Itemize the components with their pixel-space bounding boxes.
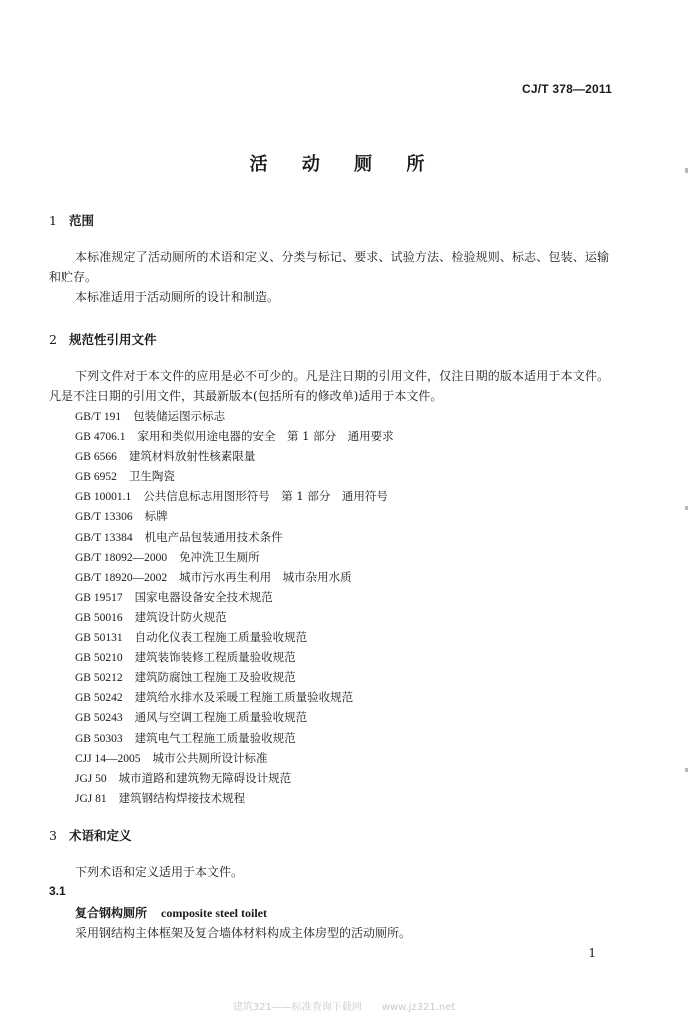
reference-item <box>75 627 394 647</box>
reference-name: 建筑设计防火规范 <box>134 609 227 624</box>
reference-code: GB 19517 <box>75 591 123 604</box>
reference-item <box>75 667 394 687</box>
reference-item <box>75 748 394 768</box>
reference-name: 建筑装饰装修工程质量验收规范 <box>134 650 296 665</box>
reference-item <box>75 647 394 667</box>
section-title: 术语和定义 <box>69 828 132 843</box>
reference-code: GB 50131 <box>75 632 123 645</box>
section-title: 范围 <box>69 213 95 228</box>
reference-name: 自动化仪表工程施工质量验收规范 <box>134 630 308 645</box>
footer-watermark: 建筑321——标准查询下载网 www.jz321.net <box>232 1002 456 1013</box>
reference-name: 国家电器设备安全技术规范 <box>134 589 273 604</box>
reference-item <box>75 567 394 587</box>
reference-name: 城市公共厕所设计标准 <box>152 750 268 765</box>
reference-name: 免冲洗卫生厕所 <box>179 549 260 564</box>
reference-code: GB 50303 <box>75 732 123 745</box>
reference-code: GB 4706.1 <box>75 431 126 444</box>
term-chinese: 复合钢构厕所 <box>75 906 148 920</box>
standard-code: CJ/T 378—2011 <box>522 82 612 96</box>
term-number: 3.1 <box>49 884 66 898</box>
reference-name: 建筑材料放射性核素限量 <box>128 449 256 464</box>
reference-code: GB 10001.1 <box>75 491 132 504</box>
reference-name: 包装储运图示标志 <box>133 409 226 423</box>
reference-item <box>75 587 394 607</box>
reference-name: 公共信息标志用图形符号 第 1 部分 通用符号 <box>143 489 388 504</box>
reference-code: GB 6952 <box>75 471 117 484</box>
reference-item <box>75 607 394 627</box>
section-1-paragraph-1: 本标准规定了活动厕所的术语和定义、分类与标记、要求、试验方法、检验规则、标志、包装、运输和贮存。 <box>49 250 609 284</box>
reference-item <box>75 426 394 446</box>
reference-code: GB/T 13384 <box>75 531 133 544</box>
term-heading <box>75 904 267 921</box>
reference-code: GB 50212 <box>75 672 123 685</box>
section-number: 3 <box>49 828 57 843</box>
reference-name: 机电产品包装通用技术条件 <box>144 529 283 544</box>
reference-name: 建筑钢结构焊接技术规程 <box>118 790 246 805</box>
reference-item <box>75 687 394 707</box>
reference-code: CJJ 14—2005 <box>75 752 141 765</box>
reference-name: 家用和类似用途电器的安全 第 1 部分 通用要求 <box>137 429 394 444</box>
section-3-heading <box>49 826 132 844</box>
section-number: 1 <box>49 213 57 228</box>
reference-name: 卫生陶瓷 <box>128 469 175 484</box>
reference-code: JGJ 81 <box>75 792 107 805</box>
term-english: composite steel toilet <box>161 906 267 920</box>
reference-code: GB 50210 <box>75 652 123 665</box>
reference-code: GB 6566 <box>75 451 117 464</box>
reference-code: GB/T 191 <box>75 411 122 423</box>
reference-name: 通风与空调工程施工质量验收规范 <box>134 710 308 725</box>
reference-item <box>75 547 394 567</box>
section-3-paragraph-1: 下列术语和定义适用于本文件。 <box>75 865 244 879</box>
reference-name: 标牌 <box>144 509 168 524</box>
reference-code: GB/T 18092—2000 <box>75 551 168 564</box>
reference-item <box>75 506 394 526</box>
section-1-paragraph-2: 本标准适用于活动厕所的设计和制造。 <box>75 290 280 304</box>
reference-item <box>75 707 394 727</box>
section-1-heading <box>49 211 94 229</box>
reference-item <box>75 466 394 486</box>
page-number: 1 <box>588 946 596 960</box>
reference-code: JGJ 50 <box>75 772 107 785</box>
reference-code: GB/T 18920—2002 <box>75 571 168 584</box>
reference-list <box>75 406 394 808</box>
reference-item <box>75 527 394 547</box>
term-definition: 采用钢结构主体框架及复合墙体材料构成主体房型的活动厕所。 <box>75 926 412 940</box>
reference-name: 建筑电气工程施工质量验收规范 <box>134 730 296 745</box>
reference-item <box>75 768 394 788</box>
reference-name: 建筑给水排水及采暖工程施工质量验收规范 <box>134 690 354 705</box>
reference-code: GB 50016 <box>75 611 123 624</box>
reference-item <box>75 486 394 506</box>
reference-item <box>75 728 394 748</box>
reference-code: GB 50242 <box>75 692 123 705</box>
section-2-paragraph-1: 下列文件对于本文件的应用是必不可少的。凡是注日期的引用文件，仅注日期的版本适用于本文件。凡是不注日期的引用文件，其最新版本(包括所有的修改单)适用于本文件。 <box>49 369 609 403</box>
reference-code: GB 50243 <box>75 712 123 725</box>
reference-item <box>75 406 394 426</box>
section-2-heading <box>49 330 157 348</box>
section-number: 2 <box>49 332 57 347</box>
document-title: 活 动 厕 所 <box>249 154 439 175</box>
reference-code: GB/T 13306 <box>75 511 133 524</box>
reference-name: 城市污水再生利用 城市杂用水质 <box>179 569 352 584</box>
section-title: 规范性引用文件 <box>69 332 157 347</box>
reference-item <box>75 446 394 466</box>
reference-name: 建筑防腐蚀工程施工及验收规范 <box>134 670 296 685</box>
reference-item <box>75 788 394 808</box>
reference-name: 城市道路和建筑物无障碍设计规范 <box>118 770 292 785</box>
